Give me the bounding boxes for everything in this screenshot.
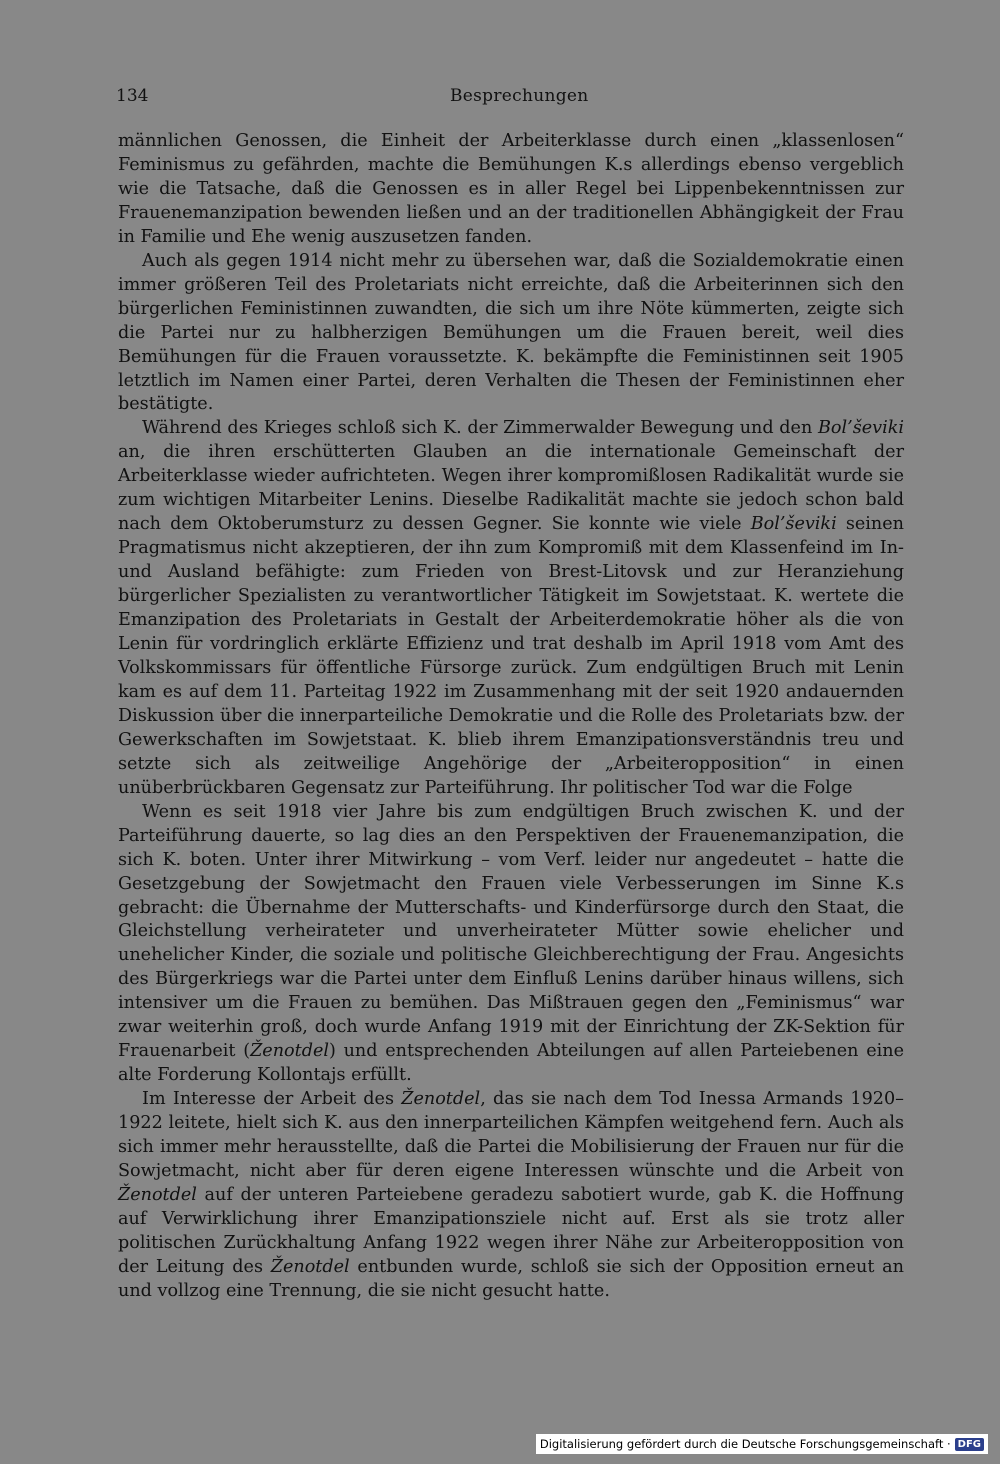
paragraph-5-text-b: , das sie nach dem Tod Inessa Armands 1920–1922 leitete, hielt sich K. aus den innerparteilichen Kämpfen weitgehend fern. Auch als sich immer mehr herausstellte, daß die Partei die Mobilisierung der Frauen nur für die Sowjetmacht, nicht aber für deren eigene Interessen wünschte und die Arbeit von bbox=[118, 1089, 904, 1181]
paragraph-5 bbox=[118, 1088, 904, 1304]
paragraph-3-text-b: an, die ihren erschütterten Glauben an die internationale Gemeinschaft der Arbeiterklasse wieder aufrichteten. Wegen ihrer kompromißlosen Radikalität wurde sie zum wichtigen Mitarbeiter Lenins. Dieselbe Radikalität machte sie jedoch schon bald nach dem Oktoberumsturz zu dessen Gegner. Sie konnte wie viele bbox=[118, 442, 904, 535]
page-header bbox=[116, 86, 904, 110]
paragraph-4-text-b: ) und entsprechenden Abteilungen auf allen Parteiebenen eine alte Forderung Kollontajs erfüllt. bbox=[118, 1041, 904, 1086]
digitization-footer bbox=[536, 1434, 988, 1454]
footer-credit: Digitalisierung gefördert durch die Deutsche Forschungsgemeinschaft · bbox=[539, 1437, 951, 1451]
paragraph-5-italic-term-1: Ženotdel bbox=[401, 1089, 481, 1110]
page-number: 134 bbox=[116, 86, 149, 106]
paragraph-4-italic-term: Ženotdel bbox=[250, 1041, 329, 1062]
paragraph-5-italic-term-3: Ženotdel bbox=[270, 1256, 350, 1277]
paragraph-3-text-a: Während des Krieges schloß sich K. der Zimmerwalder Bewegung und den bbox=[142, 418, 818, 439]
paragraph-5-text-d: entbunden wurde, schloß sie sich der Opposition erneut an und vollzog eine Trennung, die sie nicht gesucht hatte. bbox=[118, 1256, 904, 1301]
paragraph-5-text-c: auf der unteren Parteiebene geradezu sabotiert wurde, gab K. die Hoffnung auf Verwirklichung ihrer Emanzipationsziele nicht auf. Erst als sie trotz aller politischen Zurückhaltung Anfang 1922 wegen ihrer Nähe zur Arbeiteropposition von der Leitung des bbox=[118, 1184, 904, 1277]
paragraph-1: männlichen Genossen, die Einheit der Arbeiterklasse durch einen „klassenlosen“ Feminismus zu gefährden, machte die Bemühungen K.s allerdings ebenso vergeblich wie die Tatsache, daß die Genossen es in aller Regel bei Lippenbekenntnissen zur Frauenemanzipation bewenden ließen und an der traditionellen Abhängigkeit der Frau in Familie und Ehe wenig auszusetzen fanden. bbox=[118, 131, 904, 247]
paragraph-3-italic-term-2: Bol’ševiki bbox=[750, 514, 837, 535]
paragraph-4-text-a: Wenn es seit 1918 vier Jahre bis zum endgültigen Bruch zwischen K. und der Parteiführung dauerte, so lag dies an den Perspektiven der Frauenemanzipation, die sich K. boten. Unter ihrer Mitwirkung – vom Verf. leider nur angedeutet – hatte die Gesetzgebung der Sowjetmacht den Frauen viele Verbesserungen im Sinne K.s gebracht: die Übernahme der Mutterschafts- und Kinderfürsorge durch den Staat, die Gleichstellung verheirateter und unverheirateter Mütter sowie ehelicher und unehelicher Kinder, die soziale und politische Gleichberechtigung der Frau. Angesichts des Bürgerkriegs war die Partei unter dem Einfluß Lenins darüber hinaus willens, sich intensiver um die Frauen zu bemühen. Das Mißtrauen gegen den „Feminismus“ war zwar weiterhin groß, doch wurde Anfang 1919 mit der Einrichtung der ZK-Sektion für Frauenarbeit ( bbox=[118, 801, 904, 1062]
paragraph-5-text-a: Im Interesse der Arbeit des bbox=[142, 1089, 402, 1110]
paragraph-3 bbox=[118, 417, 904, 800]
dfg-logo-icon: DFG bbox=[955, 1438, 984, 1451]
paragraph-4 bbox=[118, 801, 904, 1088]
body-text bbox=[118, 130, 904, 1304]
paragraph-3-text-c: seinen Pragmatismus nicht akzeptieren, der ihn zum Kompromiß mit dem Klassenfeind im In- und Ausland befähigte: zum Frieden von Brest-Litovsk und zur Heranziehung bürgerlicher Spezialisten zu verantwortlicher Tätigkeit im Sowjetstaat. K. wertete die Emanzipation des Proletariats in Gestalt der Arbeiterdemokratie höher als die von Lenin für vordringlich erklärte Effizienz und trat deshalb im April 1918 vom Amt des Volkskommissars für öffentliche Fürsorge zurück. Zum endgültigen Bruch mit Lenin kam es auf dem 11. Parteitag 1922 im Zusammenhang mit der seit 1920 andauernden Diskussion über die innerparteiliche Demokratie und die Rolle des Proletariats bzw. der Gewerkschaften im Sowjetstaat. K. blieb ihrem Emanzipationsverständnis treu und setzte sich als zeitweilige Angehörige der „Arbeiteropposition“ in einen unüberbrückbaren Gegensatz zur Parteiführung. Ihr politischer Tod war die Folge bbox=[118, 514, 904, 798]
paragraph-3-italic-term-1: Bol’ševiki bbox=[817, 418, 904, 439]
running-head: Besprechungen bbox=[450, 86, 589, 106]
paragraph-5-italic-term-2: Ženotdel bbox=[118, 1184, 197, 1205]
paragraph-2: Auch als gegen 1914 nicht mehr zu übersehen war, daß die Sozialdemokratie einen immer größeren Teil des Proletariats nicht erreichte, daß die Arbeiterinnen sich den bürgerlichen Feministinnen zuwandten, die sich um ihre Nöte kümmerten, zeigte sich die Partei nur zu halbherzigen Bemühungen um die Frauen bereit, weil dies Bemühungen für die Frauen voraussetzte. K. bekämpfte die Feministinnen seit 1905 letztlich im Namen einer Partei, deren Verhalten die Thesen der Feministinnen eher bestätigte. bbox=[118, 250, 904, 415]
